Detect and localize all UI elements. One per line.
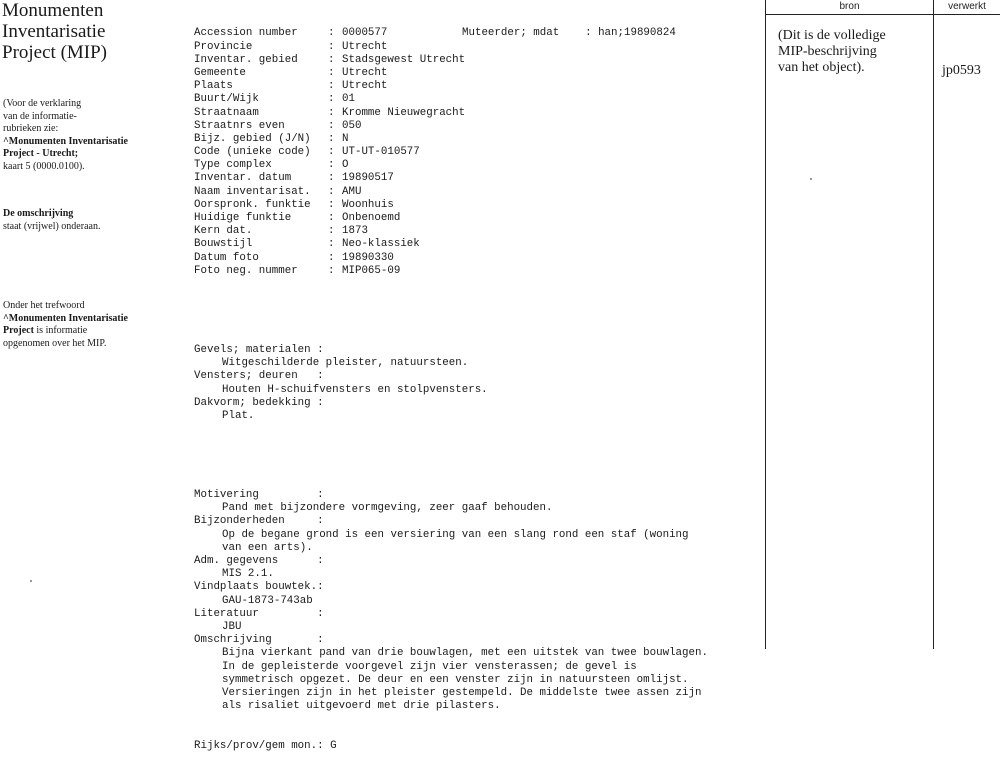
scan-speck <box>30 580 32 582</box>
record-field <box>194 212 754 225</box>
record-field <box>194 238 754 251</box>
section-line: van een arts). <box>222 541 313 554</box>
column-divider <box>933 0 934 649</box>
field-separator: : <box>328 106 335 119</box>
field-value: N <box>342 132 349 145</box>
section-heading: Dakvorm; bedekking : <box>194 396 324 409</box>
field-separator: : <box>328 212 335 225</box>
section-body <box>194 647 752 713</box>
field-separator: : <box>328 198 335 211</box>
section-body <box>194 410 752 423</box>
record-field <box>194 172 754 185</box>
note-line: kaart 5 (0000.0100). <box>3 160 85 172</box>
note-bold-line: Project <box>3 325 34 336</box>
field-value: 01 <box>342 93 355 106</box>
record-section <box>194 608 754 634</box>
field-value: O <box>342 159 349 172</box>
note-bold-line: ^Monumenten Inventarisatie <box>3 135 128 147</box>
record-field <box>194 93 754 106</box>
record-section <box>194 581 754 607</box>
section-heading: Motivering : <box>194 489 324 502</box>
field-separator: : <box>328 80 335 93</box>
mip-record <box>194 1 754 766</box>
field-value: Stadsgewest Utrecht <box>342 53 466 66</box>
field-separator: : <box>328 93 335 106</box>
field-separator: : <box>328 225 335 238</box>
section-body <box>194 384 752 397</box>
field-label: Plaats <box>194 80 233 93</box>
section-line: Houten H-schuifvensters en stolpvensters. <box>222 383 488 396</box>
field-separator: : <box>328 146 335 159</box>
field-muteerder: Muteerder; mdat : han;19890824 <box>462 27 676 40</box>
record-field <box>194 80 754 93</box>
section-line: Op de begane grond is een versiering van een slang rond een staf (woning <box>222 528 689 541</box>
mip-title <box>0 0 107 63</box>
record-field <box>194 54 754 67</box>
record-field <box>194 225 754 238</box>
field-value: Neo-klassiek <box>342 238 420 251</box>
record-field <box>194 252 754 265</box>
section-body <box>194 502 752 515</box>
field-value: Woonhuis <box>342 198 394 211</box>
field-value: Kromme Nieuwegracht <box>342 106 466 119</box>
note-bold-line: ^Monumenten Inventarisatie <box>3 312 128 324</box>
scan-speck <box>810 178 812 180</box>
record-section <box>194 397 754 423</box>
field-label: Inventar. datum <box>194 172 292 185</box>
field-label: Gemeente <box>194 66 246 79</box>
bron-text <box>778 28 928 76</box>
record-section <box>194 555 754 581</box>
field-value: 050 <box>342 119 362 132</box>
field-separator: : <box>328 40 335 53</box>
record-field <box>194 120 754 133</box>
section-heading: Literatuur : <box>194 607 324 620</box>
field-value: 19890330 <box>342 251 394 264</box>
field-value: MIP065-09 <box>342 264 401 277</box>
note-line: rubrieken zie: <box>3 123 59 134</box>
field-label: Buurt/Wijk <box>194 93 259 106</box>
record-fields <box>194 27 754 278</box>
note-trefwoord <box>3 300 178 350</box>
section-heading: Vensters; deuren : <box>194 370 324 383</box>
note-line: staat (vrijwel) onderaan. <box>3 220 101 232</box>
field-label: Foto neg. nummer <box>194 264 298 277</box>
record-field <box>194 41 754 54</box>
field-separator: : <box>328 238 335 251</box>
section-body <box>194 529 752 555</box>
bron-line: van het object). <box>778 60 865 75</box>
field-label: Code (unieke code) <box>194 146 311 159</box>
field-value: Utrecht <box>342 66 388 79</box>
field-separator: : <box>328 159 335 172</box>
record-section <box>194 344 754 370</box>
title-line: Monumenten <box>2 0 104 21</box>
field-separator: : <box>328 66 335 79</box>
record-field <box>194 186 754 199</box>
note-line: (Voor de verklaring <box>3 98 82 109</box>
field-separator: : <box>328 251 335 264</box>
field-label: Provincie <box>194 40 253 53</box>
record-section <box>194 634 754 713</box>
field-value: Onbenoemd <box>342 212 401 225</box>
field-label: Bijz. gebied (J/N) <box>194 132 311 145</box>
field-separator: : <box>328 119 335 132</box>
note-line: opgenomen over het MIP. <box>3 337 107 349</box>
record-field <box>194 133 754 146</box>
record-section <box>194 489 754 515</box>
verwerkt-header: verwerkt <box>948 1 986 12</box>
section-line: MIS 2.1. <box>222 568 274 581</box>
record-field <box>194 265 754 278</box>
rijks-line: Rijks/prov/gem mon.: G <box>194 739 337 752</box>
section-heading: Gevels; materialen : <box>194 343 324 356</box>
title-line: Project (MIP) <box>2 42 108 63</box>
section-line: In de gepleisterde voorgevel zijn vier vensterassen; de gevel is <box>222 660 637 673</box>
record-field <box>194 107 754 120</box>
field-separator: : <box>328 27 335 40</box>
verwerkt-code: jp0593 <box>942 63 981 78</box>
section-heading: Omschrijving : <box>194 634 324 647</box>
field-label: Naam inventarisat. <box>194 185 311 198</box>
section-line: Bijna vierkant pand van drie bouwlagen, met een uitstek van twee bouwlagen. <box>222 647 708 660</box>
record-section <box>194 515 754 555</box>
record-field <box>194 67 754 80</box>
field-value: Utrecht <box>342 40 388 53</box>
field-separator: : <box>328 53 335 66</box>
section-line: Versieringen zijn in het pleister gestempeld. De middelste twee assen zijn <box>222 686 702 699</box>
section-body <box>194 595 752 608</box>
record-field <box>194 199 754 212</box>
header-rule <box>765 14 1000 15</box>
section-heading: Vindplaats bouwtek.: <box>194 581 324 594</box>
field-label: Accession number <box>194 27 298 40</box>
field-value: AMU <box>342 185 362 198</box>
section-body <box>194 357 752 370</box>
section-body <box>194 621 752 634</box>
note-line: van de informatie- <box>3 110 77 122</box>
field-separator: : <box>328 185 335 198</box>
field-label: Oorspronk. funktie <box>194 198 311 211</box>
section-line: als risaliet uitgevoerd met drie pilasters. <box>222 700 501 713</box>
bron-header: bron <box>839 1 860 12</box>
record-field <box>194 146 754 159</box>
section-line: symmetrisch opgezet. De deur en een venster zijn in natuursteen omlijst. <box>222 673 689 686</box>
column-divider <box>765 0 766 649</box>
record-field <box>194 27 754 40</box>
field-value: 0000577 <box>342 27 388 40</box>
record-field <box>194 159 754 172</box>
field-separator: : <box>328 264 335 277</box>
section-heading: Bijzonderheden : <box>194 515 324 528</box>
section-heading: Adm. gegevens : <box>194 555 324 568</box>
note-bold-line: De omschrijving <box>3 208 74 219</box>
title-line: Inventarisatie <box>2 21 106 42</box>
field-label: Straatnaam <box>194 106 259 119</box>
field-label: Huidige funktie <box>194 212 292 225</box>
field-label: Kern dat. <box>194 225 253 238</box>
section-line: Witgeschilderde pleister, natuursteen. <box>222 357 469 370</box>
bron-line: (Dit is de volledige <box>778 28 886 43</box>
field-label: Type complex <box>194 159 272 172</box>
section-line: Pand met bijzondere vormgeving, zeer gaaf behouden. <box>222 502 553 515</box>
field-value: UT-UT-010577 <box>342 146 420 159</box>
section-line: Plat. <box>222 409 255 422</box>
record-group-1 <box>194 344 754 423</box>
section-line: JBU <box>222 620 242 633</box>
record-section <box>194 370 754 396</box>
note-bold-line: Project - Utrecht; <box>3 148 79 159</box>
field-label: Datum foto <box>194 251 259 264</box>
bron-line: MIP-beschrijving <box>778 44 877 59</box>
field-label: Straatnrs even <box>194 119 285 132</box>
note-inline: is informatie <box>33 325 88 336</box>
note-omschrijving <box>3 208 178 233</box>
field-value: 1873 <box>342 225 368 238</box>
field-separator: : <box>328 172 335 185</box>
section-body <box>194 568 752 581</box>
record-group-2 <box>194 489 754 713</box>
field-label: Bouwstijl <box>194 238 253 251</box>
note-verklaring <box>3 98 178 173</box>
field-value: 19890517 <box>342 172 394 185</box>
field-label: Inventar. gebied <box>194 53 298 66</box>
field-value: Utrecht <box>342 80 388 93</box>
field-separator: : <box>328 132 335 145</box>
section-line: GAU-1873-743ab <box>222 594 313 607</box>
note-line: Onder het trefwoord <box>3 300 85 311</box>
